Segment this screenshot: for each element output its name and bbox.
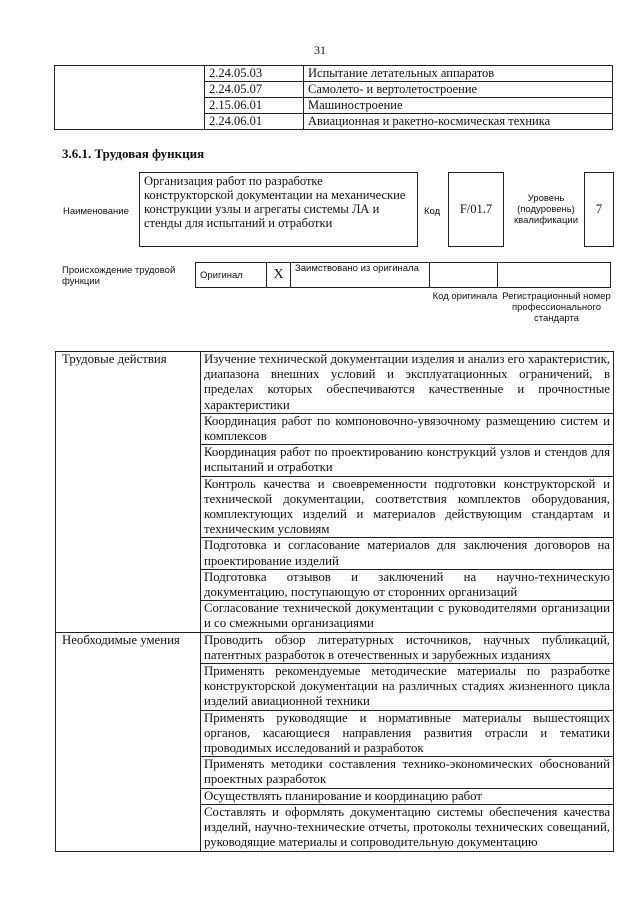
function-code-value: F/01.7 [448, 172, 504, 247]
labor-action-item: Согласование технической документации с руководителями организации и со смежными организациями [201, 601, 614, 632]
required-skill-item: Осуществлять планирование и координацию работ [201, 788, 614, 804]
labor-action-item: Координация работ по проектированию конструкций узлов и стендов для испытаний и отработки [201, 445, 614, 476]
origin-label: Происхождение трудовой функции [62, 265, 176, 287]
labor-action-item: Контроль качества и своевременности подготовки конструкторской и технической документации, соответствия комплектов оборудования, комплектующих изделий и материалов действующим стандартам и техническим условиям [201, 476, 614, 538]
labor-action-item: Изучение технической документации изделия и анализ его характеристик, диапазона внешних условий и эксплуатационных ограничений, в пределах которых обеспечиваются качественные и прочностные характеристики [201, 352, 614, 414]
qualification-level-value: 7 [584, 172, 614, 247]
code-original-label: Код оригинала [432, 291, 498, 302]
name-cell: Машиностроение [304, 98, 613, 114]
labor-action-item: Координация работ по компоновочно-увязочному размещению систем и комплексов [201, 413, 614, 444]
labor-actions-label: Трудовые действия [56, 352, 201, 633]
required-skill-item: Применять методики составления технико-экономических обоснований проектных разработок [201, 757, 614, 788]
code-cell: 2.24.05.07 [205, 82, 304, 98]
code-cell: 2.24.06.01 [205, 114, 304, 130]
section-heading: 3.6.1. Трудовая функция [62, 146, 205, 161]
reg-number-label: Регистрационный номер профессионального стандарта [502, 291, 611, 324]
required-skill-item: Составлять и оформлять документацию системы обеспечения качества изделий, научно-технические отчеты, протоколы технических совещаний, руководящие материалы и сопроводительную документацию [201, 804, 614, 851]
required-skill-item: Применять руководящие и нормативные материалы вышестоящих органов, касающиеся направления развития отрасли и тематики проводимых исследований и разработок [201, 710, 614, 757]
table-row [56, 352, 614, 414]
name-label: Наименование [63, 206, 129, 217]
required-skill-item: Применять рекомендуемые методические материалы по разработке конструкторской документации на различных стадиях жизненного цикла изделий авиационной техники [201, 664, 614, 711]
origin-table [195, 262, 611, 288]
table-row [196, 263, 611, 288]
code-label: Код [424, 206, 441, 217]
original-cell: Оригинал [196, 263, 267, 288]
empty-cell [55, 66, 205, 130]
original-mark: X [267, 263, 291, 288]
table-row [55, 66, 613, 82]
table-row [56, 632, 614, 663]
code-cell: 2.24.05.03 [205, 66, 304, 82]
labor-action-item: Подготовка отзывов и заключений на научно-техническую документацию, поступающую от сторонних организаций [201, 569, 614, 600]
required-skills-label: Необходимые умения [56, 632, 201, 851]
page-number: 31 [314, 43, 326, 57]
labor-action-item: Подготовка и согласование материалов для заключения договоров на проектирование изделий [201, 538, 614, 569]
name-cell: Испытание летательных аппаратов [304, 66, 613, 82]
codes-table [54, 65, 613, 130]
function-name-value: Организация работ по разработке конструкторской документации на механические конструкции узлы и агрегаты системы ЛА и стенды для испытаний и отработки [139, 172, 418, 247]
required-skill-item: Проводить обзор литературных источников, научных публикаций, патентных разработок в отечественных и зарубежных изданиях [201, 632, 614, 663]
code-original-cell [430, 263, 498, 288]
name-cell: Авиационная и ракетно-космическая техника [304, 114, 613, 130]
main-table [55, 351, 614, 852]
borrowed-cell: Заимствовано из оригинала [291, 263, 430, 288]
name-cell: Самолето- и вертолетостроение [304, 82, 613, 98]
qualification-level-label: Уровень (подуровень) квалификации [513, 193, 579, 226]
reg-number-cell [498, 263, 611, 288]
code-cell: 2.15.06.01 [205, 98, 304, 114]
